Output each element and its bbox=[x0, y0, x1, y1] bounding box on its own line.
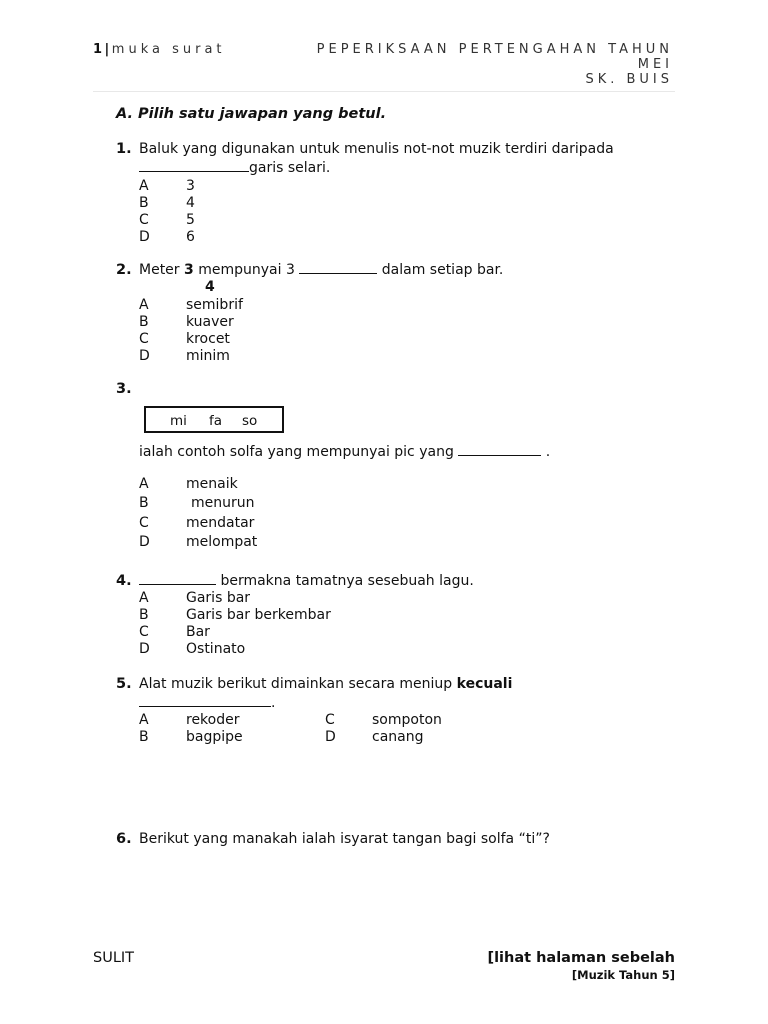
q4-number: 4. bbox=[116, 573, 132, 589]
page-header-right bbox=[317, 42, 673, 87]
school-name: SK. BUIS bbox=[585, 72, 673, 87]
q1-option-a-letter: A bbox=[139, 178, 149, 194]
page-label: muka surat bbox=[111, 42, 226, 57]
q2-number: 2. bbox=[116, 262, 132, 278]
q3-option-d-letter: D bbox=[139, 534, 150, 550]
q5-option-a-letter: A bbox=[139, 712, 149, 728]
q1-text-line2 bbox=[139, 160, 330, 176]
header-divider bbox=[93, 91, 675, 92]
q4-option-d-letter: D bbox=[139, 641, 150, 657]
footer-next-page: [lihat halaman sebelah bbox=[487, 950, 675, 966]
q5-emphasis: kecuali bbox=[456, 676, 513, 692]
q3-option-d-text: melompat bbox=[186, 534, 258, 550]
q5-text bbox=[139, 676, 512, 692]
q1-text-line2-content: garis selari. bbox=[249, 160, 331, 176]
q2-option-c-text: krocet bbox=[186, 331, 230, 347]
q5-option-c-text: sompoton bbox=[372, 712, 442, 728]
q2-option-a-letter: A bbox=[139, 297, 149, 313]
q6-text: Berikut yang manakah ialah isyarat tangan bagi solfa “ti”? bbox=[139, 831, 550, 847]
q3-solfa-fa: fa bbox=[209, 413, 223, 429]
q5-option-d-text: canang bbox=[372, 729, 424, 745]
q6-number: 6. bbox=[116, 831, 132, 847]
q2-text-mid: mempunyai 3 bbox=[198, 262, 295, 278]
q3-number: 3. bbox=[116, 381, 132, 397]
q1-option-c-letter: C bbox=[139, 212, 149, 228]
q3-solfa-box bbox=[144, 406, 284, 433]
page-header-left bbox=[93, 42, 226, 57]
q3-text bbox=[139, 444, 550, 460]
q5-text-content: Alat muzik berikut dimainkan secara meniup bbox=[139, 676, 453, 692]
q3-option-a-text: menaik bbox=[186, 476, 238, 492]
q1-option-d-text: 6 bbox=[186, 229, 195, 245]
q2-text-post: dalam setiap bar. bbox=[381, 262, 504, 278]
q2-option-a-text: semibrif bbox=[186, 297, 243, 313]
q5-option-c-letter: C bbox=[325, 712, 335, 728]
q3-text-content: ialah contoh solfa yang mempunyai pic yang bbox=[139, 444, 454, 460]
q2-option-d-letter: D bbox=[139, 348, 150, 364]
q4-option-a-text: Garis bar bbox=[186, 590, 251, 606]
q5-text-end: . bbox=[271, 695, 276, 711]
q4-option-a-letter: A bbox=[139, 590, 149, 606]
q5-option-b-text: bagpipe bbox=[186, 729, 243, 745]
q3-option-c-letter: C bbox=[139, 515, 149, 531]
q5-option-b-letter: B bbox=[139, 729, 149, 745]
q4-option-b-text: Garis bar berkembar bbox=[186, 607, 331, 623]
q4-answer-blank bbox=[139, 583, 216, 585]
q2-option-c-letter: C bbox=[139, 331, 149, 347]
q2-meter-top: 3 bbox=[184, 262, 194, 278]
q5-number: 5. bbox=[116, 676, 132, 692]
q3-option-b-letter: B bbox=[139, 495, 149, 511]
q2-meter-bottom: 4 bbox=[205, 279, 215, 295]
footer-subject: [Muzik Tahun 5] bbox=[571, 968, 675, 982]
q1-answer-blank bbox=[139, 170, 249, 172]
q2-text bbox=[139, 262, 503, 278]
q5-option-a-text: rekoder bbox=[186, 712, 240, 728]
q3-text-end: . bbox=[545, 444, 551, 460]
exam-month: MEI bbox=[637, 57, 673, 72]
q3-solfa-mi: mi bbox=[170, 413, 187, 429]
q3-option-b-text: menurun bbox=[191, 495, 255, 511]
exam-title: PEPERIKSAAN PERTENGAHAN TAHUN bbox=[316, 42, 673, 57]
header-separator: | bbox=[104, 42, 110, 57]
q4-option-c-letter: C bbox=[139, 624, 149, 640]
q1-number: 1. bbox=[116, 141, 132, 157]
q3-option-a-letter: A bbox=[139, 476, 149, 492]
q3-option-c-text: mendatar bbox=[186, 515, 255, 531]
q4-text bbox=[139, 573, 474, 589]
q1-option-d-letter: D bbox=[139, 229, 150, 245]
q2-option-b-text: kuaver bbox=[186, 314, 234, 330]
q4-option-c-text: Bar bbox=[186, 624, 210, 640]
q4-text-content: bermakna tamatnya sesebuah lagu. bbox=[220, 573, 474, 589]
q3-solfa-so: so bbox=[242, 413, 258, 429]
page-number: 1 bbox=[93, 42, 103, 57]
q1-option-b-text: 4 bbox=[186, 195, 195, 211]
q1-option-b-letter: B bbox=[139, 195, 149, 211]
section-title: A. Pilih satu jawapan yang betul. bbox=[116, 106, 387, 122]
q5-answer-line bbox=[139, 695, 275, 711]
q2-option-b-letter: B bbox=[139, 314, 149, 330]
q5-answer-blank bbox=[139, 705, 271, 707]
q1-text-line1: Baluk yang digunakan untuk menulis not-not muzik terdiri daripada bbox=[139, 141, 614, 157]
q2-text-pre: Meter bbox=[139, 262, 180, 278]
q4-option-d-text: Ostinato bbox=[186, 641, 246, 657]
q2-option-d-text: minim bbox=[186, 348, 230, 364]
footer-sulit: SULIT bbox=[93, 950, 135, 966]
q5-option-d-letter: D bbox=[325, 729, 336, 745]
q1-option-a-text: 3 bbox=[186, 178, 195, 194]
q4-option-b-letter: B bbox=[139, 607, 149, 623]
q2-answer-blank bbox=[299, 272, 377, 274]
q3-answer-blank bbox=[458, 454, 541, 456]
q1-option-c-text: 5 bbox=[186, 212, 195, 228]
